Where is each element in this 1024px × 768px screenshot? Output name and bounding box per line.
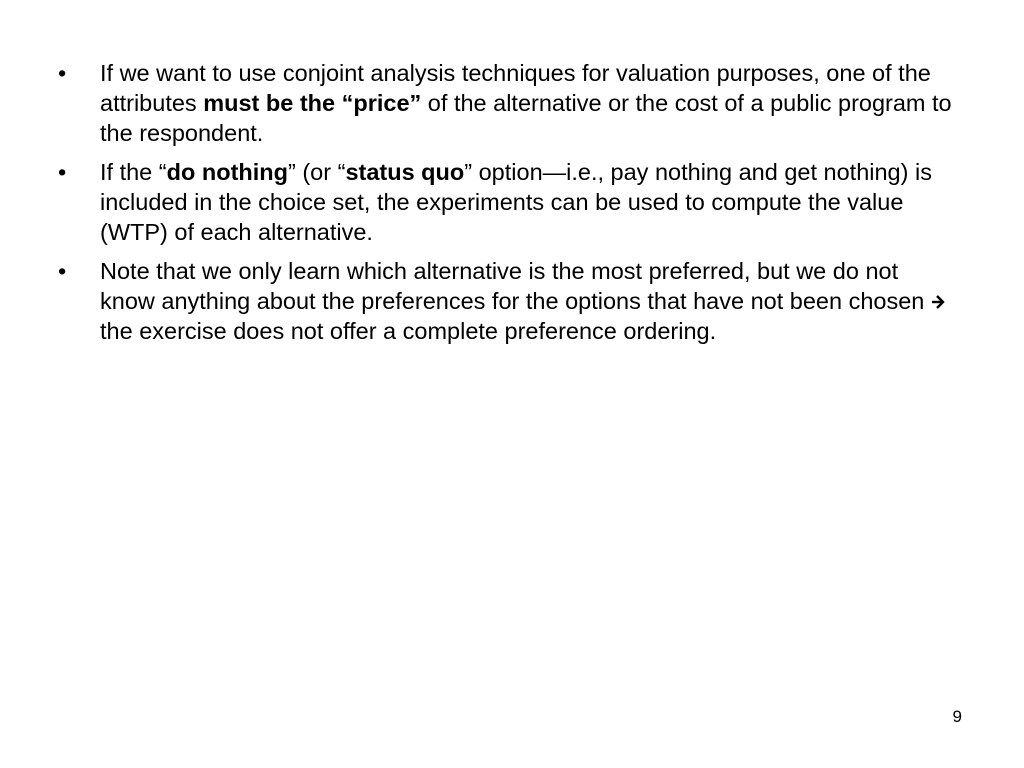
bullet-text-middle: ” (or “ — [288, 159, 346, 185]
bullet-text-after: the exercise does not offer a complete preference ordering. — [100, 318, 717, 344]
bullet-text-after: of the alternative or the cost of a public program to the respondent. — [100, 90, 952, 146]
bullet-item-do-nothing — [58, 157, 958, 247]
bullet-text-bold-status-quo: status quo — [345, 159, 465, 185]
bullet-text-before: If the “ — [100, 159, 167, 185]
bullet-item-preference-ordering — [58, 256, 958, 346]
bullet-text-bold: must be the “price” — [203, 90, 422, 116]
bullet-item-price-attribute — [58, 58, 958, 148]
bullet-text-before: Note that we only learn which alternative is the most preferred, but we do not know anything about the preferences for the options that have not been chosen — [100, 258, 931, 314]
page-number: 9 — [952, 707, 962, 726]
bullet-text-after: ” option—i.e., pay nothing and get nothing) is included in the choice set, the experiments can be used to compute the value (WTP) of each alternative. — [100, 159, 932, 245]
right-arrow-icon — [931, 292, 945, 312]
bullet-marker: • — [58, 159, 67, 185]
bullet-text-bold-do-nothing: do nothing — [166, 159, 288, 185]
bullet-text-before: If we want to use conjoint analysis techniques for valuation purposes, one of the attributes — [100, 60, 931, 116]
bullet-list — [58, 58, 958, 355]
bullet-marker: • — [58, 60, 67, 86]
bullet-marker: • — [58, 258, 67, 284]
